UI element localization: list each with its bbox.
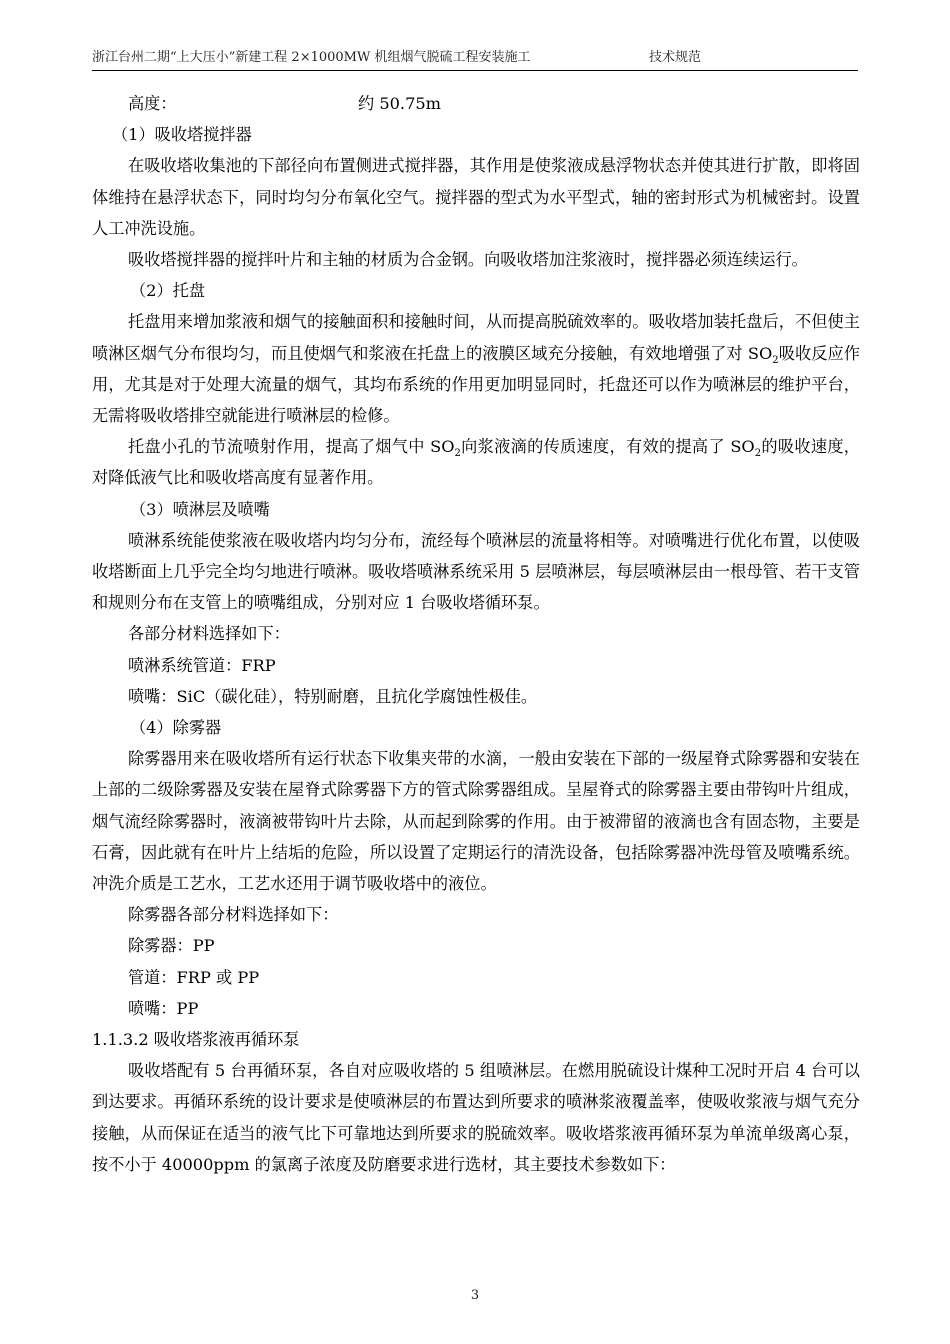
- agitator-paragraph-2: 吸收塔搅拌器的搅拌叶片和主轴的材质为合金钢。向吸收塔加注浆液时，搅拌器必须连续运行。: [128, 250, 808, 269]
- tray-p2-text-b: 向浆液滴的传质速度，有效的提高了 SO: [460, 437, 755, 457]
- spray-pipe-material: 喷淋系统管道：FRP: [128, 655, 276, 675]
- page-number: 3: [470, 1288, 480, 1303]
- tray-p2-subscript-2: 2: [754, 448, 762, 460]
- tray-p2-subscript-1: 2: [454, 448, 461, 460]
- tray-p1-subscript: 2: [772, 354, 779, 366]
- section-demister-title: （4）除雾器: [130, 718, 222, 738]
- page-header: [92, 48, 858, 71]
- section-agitator-title: （1）吸收塔搅拌器: [112, 125, 252, 145]
- tray-p2-text-a: 托盘小孔的节流喷射作用，提高了烟气中 SO: [128, 437, 455, 457]
- tray-p1-text-b: 吸收反应作用，尤其是对于处理大流量的烟气，其均布系统的作用更加明显同时，托盘还可以作为喷淋层的维护平台，无需将吸收塔排空就能进行喷淋层的检修。: [92, 343, 860, 426]
- spray-paragraph-1: 喷淋系统能使浆液在吸收塔内均匀分布，流经每个喷淋层的流量将相等。对喷嘴进行优化布置，以使吸收塔断面上几乎完全均匀地进行喷淋。吸收塔喷淋系统采用 5 层喷淋层，每层喷淋层由一根母管、若干支管和规则分布在支管上的喷嘴组成，分别对应 1 台吸收塔循环泵。: [92, 530, 860, 613]
- demister-materials-intro: 除雾器各部分材料选择如下：: [128, 905, 339, 925]
- header-project-title: 浙江台州二期“上大压小”新建工程 2×1000MW 机组烟气脱硫工程安装施工: [92, 50, 531, 65]
- header-doc-type: 技术规范: [649, 50, 702, 65]
- tray-p1-text-a: 托盘用来增加浆液和烟气的接触面积和接触时间，从而提高脱硫效率的。吸收塔加装托盘后，不但使主喷淋区烟气分布很均匀，而且使烟气和浆液在托盘上的液膜区域充分接触，有效地增强了对 SO: [92, 312, 860, 363]
- spray-nozzle-material: 喷嘴：SiC（碳化硅），特别耐磨，且抗化学腐蚀性极佳。: [128, 686, 538, 706]
- tray-p2-text-c: 的吸收速度，对降低液气比和吸收塔高度有显著作用。: [92, 437, 860, 488]
- agitator-paragraph-1: 在吸收塔收集池的下部径向布置侧进式搅拌器，其作用是使浆液成悬浮物状态并使其进行扩散，即将固体维持在悬浮状态下，同时均匀分布氧化空气。搅拌器的型式为水平型式，轴的密封形式为机械密封。设置人工冲洗设施。: [92, 156, 860, 238]
- demister-paragraph-1: 除雾器用来在吸收塔所有运行状态下收集夹带的水滴，一般由安装在下部的一级屋脊式除雾器和安装在上部的二级除雾器及安装在屋脊式除雾器下方的管式除雾器组成。呈屋脊式的除雾器主要由带钩叶片组成，烟气流经除雾器时，液滴被带钩叶片去除，从而起到除雾的作用。由于被滞留的液滴也含有固态物，主要是石膏，因此就有在叶片上结垢的危险，所以设置了定期运行的清洗设备，包括除雾器冲洗母管及喷嘴系统。冲洗介质是工艺水，工艺水还用于调节吸收塔中的液位。: [92, 749, 860, 894]
- section-tray-title: （2）托盘: [130, 281, 206, 301]
- demister-material: 除雾器：PP: [128, 936, 215, 956]
- section-recirculation-pump-title: 1.1.3.2 吸收塔浆液再循环泵: [92, 1030, 300, 1050]
- tray-paragraph-1: [92, 306, 860, 431]
- section-spray-title: （3）喷淋层及喷嘴: [130, 499, 270, 519]
- recirculation-pump-paragraph: 吸收塔配有 5 台再循环泵，各自对应吸收塔的 5 组喷淋层。在燃用脱硫设计煤种工况时开启 4 台可以到达要求。再循环系统的设计要求是使喷淋层的布置达到所要求的喷淋浆液覆盖率，使吸收浆液与烟气充分接触，从而保证在适当的液气比下可靠地达到所要求的脱硫效率。吸收塔浆液再循环泵为单流单级离心泵，按不小于 40000ppm 的氯离子浓度及防磨要求进行选材，其主要技术参数如下：: [92, 1061, 860, 1174]
- tower-height-value: 约 50.75m: [358, 94, 442, 113]
- tower-height-label: 高度：: [128, 94, 177, 113]
- demister-nozzle-material: 喷嘴：PP: [128, 998, 199, 1018]
- demister-pipe-material: 管道：FRP 或 PP: [128, 967, 260, 987]
- tray-paragraph-2: [92, 431, 860, 493]
- spray-materials-intro: 各部分材料选择如下：: [128, 624, 290, 644]
- document-body: [92, 88, 860, 1180]
- tower-height-row: [92, 88, 860, 119]
